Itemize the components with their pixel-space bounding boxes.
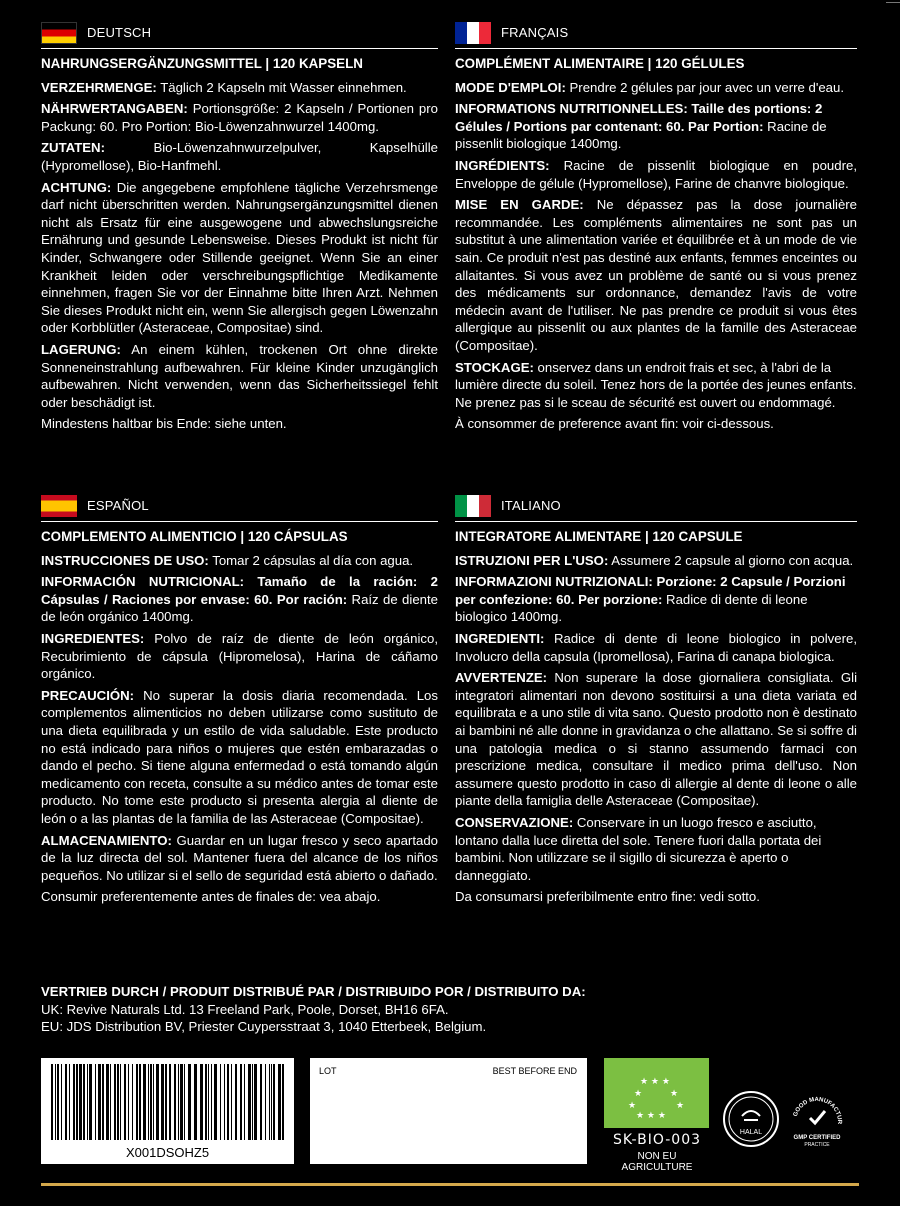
- best-before-fr: À consommer de preference avant fin: voir ci-dessous.: [455, 416, 774, 432]
- lot-box: [310, 1058, 587, 1164]
- svg-text:★: ★: [676, 1101, 685, 1111]
- ingredients-it: INGREDIENTI: Radice di dente di leone biologico in polvere, Involucro della capsula (Ipromellosa), Farina di canapa biologica.: [455, 630, 857, 664]
- eu-organic-code: SK-BIO-003: [612, 1132, 702, 1148]
- lang-name-de: DEUTSCH: [87, 25, 152, 41]
- eu-organic-leaf-icon: [604, 1058, 709, 1128]
- storage-fr: STOCKAGE: onservez dans un endroit frais et sec, à l'abri de la lumière directe du soleil. Tenez hors de la portée des jeunes enfants. Ne prenez pas si le sceau de sécurité est ouvert ou endommagé.: [455, 359, 857, 410]
- ingredients-de: ZUTATEN: Bio-Löwenzahnwurzelpulver, Kapselhülle (Hypromellose), Bio-Hanfmehl.: [41, 140, 438, 173]
- section-espanol: [41, 495, 438, 910]
- best-before-it: Da consumarsi preferibilmente entro fine: vedi sotto.: [455, 889, 760, 905]
- gmp-top-text: GOOD MANUFACTUR: [792, 1096, 843, 1125]
- distribution-head: VERTRIEB DURCH / PRODUIT DISTRIBUÉ PAR / DISTRIBUIDO POR / DISTRIBUITO DA:: [41, 984, 586, 999]
- dose-de: VERZEHRMENGE: Täglich 2 Kapseln mit Wasser einnehmen.: [41, 79, 407, 95]
- italy-flag-icon: [455, 495, 491, 517]
- ingredients-es: INGREDIENTES: Polvo de raíz de diente de león orgánico, Recubrimiento de cápsula (Hipromelosa), Harina de cáñamo orgánico.: [41, 630, 438, 682]
- spain-flag-icon: [41, 495, 77, 517]
- product-title-fr: COMPLÉMENT ALIMENTAIRE | 120 GÉLULES: [455, 56, 745, 71]
- product-title-es: COMPLEMENTO ALIMENTICIO | 120 CÁPSULAS: [41, 529, 348, 544]
- svg-text:★: ★: [628, 1101, 637, 1111]
- best-before-label: BEST BEFORE END: [492, 1066, 577, 1076]
- nutrition-de: NÄHRWERTANGABEN: Portionsgröße: 2 Kapseln / Portionen pro Packung: 60. Pro Portion: Bio-Löwenzahnwurzel 1400mg.: [41, 101, 438, 134]
- section-francais: [455, 22, 857, 437]
- svg-text:★ ★ ★: ★ ★ ★: [640, 1077, 670, 1087]
- france-flag-icon: [455, 22, 491, 44]
- eu-organic-origin: NON EU AGRICULTURE: [621, 1151, 693, 1173]
- lang-header-es: [41, 495, 438, 522]
- lang-name-it: ITALIANO: [501, 498, 561, 514]
- gmp-certified-badge-icon: [786, 1088, 848, 1150]
- warning-es: PRECAUCIÓN: No superar la dosis diaria recomendada. Los complementos alimenticios no deben utilizarse como sustituto de una dieta equilibrada y un estilo de vida saludable. Este producto no está indicado para niños o mujeres que estén embarazadas o dando el pecho. Si tiene alguna enfermedad o está tomando algún medicamento con receta, consulte a su médico antes de tomar este producto. No tome este producto si presenta alergia al diente de león o a las plantas de la familia de las Asteraceae (Compositae).: [41, 687, 438, 826]
- lang-name-es: ESPAÑOL: [87, 498, 149, 514]
- barcode-bars-icon: [51, 1064, 284, 1140]
- halal-badge-icon: [722, 1090, 780, 1148]
- halal-label: HALAL: [739, 1129, 763, 1136]
- corner-line: [886, 2, 900, 3]
- distribution-uk: UK: Revive Naturals Ltd. 13 Freeland Park, Poole, Dorset, BH16 6FA.: [41, 1001, 449, 1017]
- product-title-de: NAHRUNGSERGÄNZUNGSMITTEL | 120 KAPSELN: [41, 56, 363, 71]
- storage-de: LAGERUNG: An einem kühlen, trockenen Ort ohne direkte Sonneneinstrahlung aufbewahren. Für kleine Kinder unzugänglich aufbewahren. Nicht verwenden, wenn das Sicherheitssiegel fehlt oder beschädigt ist.: [41, 341, 438, 410]
- section-deutsch: [41, 22, 438, 437]
- lang-header-de: [41, 22, 438, 49]
- section-italiano: [455, 495, 857, 910]
- storage-es: ALMACENAMIENTO: Guardar en un lugar fresco y seco apartado de la luz directa del sol. Mantener fuera del alcance de los niños pequeños. No utilizar si el sello de seguridad está abierto o dañado.: [41, 832, 438, 883]
- distribution-info: [41, 983, 861, 1036]
- svg-text:GOOD MANUFACTURING: [786, 1088, 842, 1125]
- dose-it: ISTRUZIONI PER L'USO: Assumere 2 capsule al giorno con acqua.: [455, 552, 854, 568]
- storage-it: CONSERVAZIONE: Conservare in un luogo fresco e asciutto, lontano dalla luce diretta del sole. Tenere fuori dalla portata dei bambini. Non utilizzare se il sigillo di sicurezza è aperto o danneggiato.: [455, 814, 822, 883]
- best-before-es: Consumir preferentemente antes de finales de: vea abajo.: [41, 889, 381, 905]
- gmp-practice-text: PRACTICE: [804, 1142, 830, 1148]
- barcode-number: X001DSOHZ5: [125, 1145, 210, 1160]
- distribution-eu: EU: JDS Distribution BV, Priester Cuypersstraat 3, 1040 Etterbeek, Belgium.: [41, 1019, 487, 1035]
- svg-text:★: ★: [634, 1089, 643, 1099]
- warning-de: ACHTUNG: Die angegebene empfohlene tägliche Verzehrsmenge darf nicht überschritten werden. Nahrungsergänzungsmittel dienen nicht als Ersatz für eine ausgewogene und abwechslungsreiche Ernährung und gesunde Lebensweise. Dieses Produkt ist nicht für Kinder, Schwangere oder Stillende geeignet. Wenn Sie an einer Krankheit leiden oder verschreibungspflichtige Medikamente einnehmen, fragen Sie vor der Einnahme bitte Ihren Arzt. Nehmen Sie dieses Produkt nicht ein, wenn Sie allergisch gegen Löwenzahn oder Korbblütler (Asteraceae, Compositae) sind.: [41, 179, 438, 336]
- warning-fr: MISE EN GARDE: Ne dépassez pas la dose journalière recommandée. Les compléments alimentaires ne sont pas un substitut à une alimentation variée et équilibrée et à un mode de vie sain. Ce produit n'est pas destiné aux enfants, femmes enceintes ou allaitantes. Si vous avez un problème de santé ou si vous prenez des médicaments sur ordonnance, demandez l'avis de votre médecin avant de l'utiliser. Ne pas prendre ce produit si vous êtes allergique au pissenlit ou aux plantes de la famille des Asteraceae (Compositae).: [455, 197, 858, 353]
- lang-header-it: [455, 495, 857, 522]
- ingredients-fr: INGRÉDIENTS: Racine de pissenlit biologique en poudre, Enveloppe de gélule (Hypromellose), Farine de chanvre biologique.: [455, 157, 857, 191]
- nutrition-it: INFORMAZIONI NUTRIZIONALI: Porzione: 2 Capsule / Porzioni per confezione: 60. Per porzione: Radice di dente di leone biologico 1400mg.: [455, 574, 846, 625]
- product-title-it: INTEGRATORE ALIMENTARE | 120 CAPSULE: [455, 529, 743, 544]
- lang-header-fr: [455, 22, 857, 49]
- nutrition-fr: INFORMATIONS NUTRITIONNELLES: Taille des portions: 2 Gélules / Portions par contenant: 60. Par Portion: Racine de pissenlit biologique 1400mg.: [455, 101, 827, 152]
- svg-text:★ ★ ★: ★ ★ ★: [636, 1111, 666, 1121]
- gmp-certified-text: GMP CERTIFIED: [793, 1135, 841, 1141]
- nutrition-es: INFORMACIÓN NUTRICIONAL: Tamaño de la ración: 2 Cápsulas / Raciones por envase: 60. Por ración: Raíz de diente de león orgánico 1400mg.: [41, 574, 438, 625]
- svg-text:★: ★: [670, 1089, 679, 1099]
- lot-label: LOT: [319, 1066, 337, 1076]
- dose-es: INSTRUCCIONES DE USO: Tomar 2 cápsulas al día con agua.: [41, 552, 414, 568]
- germany-flag-icon: [41, 22, 77, 44]
- bottom-gold-divider: [41, 1183, 859, 1186]
- warning-it: AVVERTENZE: Non superare la dose giornaliera consigliata. Gli integratori alimentari non devono sostituirsi a una dieta variata ed equilibrata e a uno stile di vita sano. Questo prodotto non è destinato ai bambini né alle donne in gravidanza o che allattano. Se si soffre di una patologia medica o si stanno assumendo farmaci con prescrizione medica, consultare il medico prima dell'uso. Non assumere questo prodotto in caso di allergie al dente di leone o alle piante della famiglia delle Asteraceae (Compositae).: [455, 670, 857, 809]
- dose-fr: MODE D'EMPLOI: Prendre 2 gélules par jour avec un verre d'eau.: [455, 79, 844, 95]
- lang-name-fr: FRANÇAIS: [501, 25, 569, 41]
- best-before-de: Mindestens haltbar bis Ende: siehe unten.: [41, 416, 287, 432]
- barcode: [41, 1058, 294, 1164]
